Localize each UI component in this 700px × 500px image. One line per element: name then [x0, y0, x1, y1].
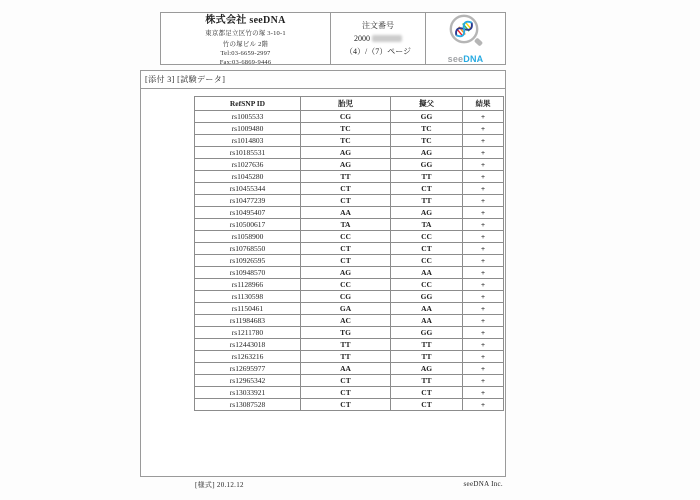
fetus-genotype-cell: TC — [301, 123, 391, 135]
header-refsnp-id: RefSNP ID — [195, 97, 301, 111]
father-genotype-cell: GG — [391, 159, 463, 171]
snp-id-cell: rs1027636 — [195, 159, 301, 171]
fetus-genotype-cell: AC — [301, 315, 391, 327]
snp-id-cell: rs1128966 — [195, 279, 301, 291]
snp-id-cell: rs1058900 — [195, 231, 301, 243]
result-cell: + — [463, 363, 504, 375]
table-row — [195, 351, 504, 363]
result-cell: + — [463, 303, 504, 315]
table-row — [195, 231, 504, 243]
table-row — [195, 279, 504, 291]
fetus-genotype-cell: TT — [301, 351, 391, 363]
result-cell: + — [463, 339, 504, 351]
snp-id-cell: rs10926595 — [195, 255, 301, 267]
table-row — [195, 375, 504, 387]
header-alleged-father: 擬父 — [391, 97, 463, 111]
fetus-genotype-cell: GA — [301, 303, 391, 315]
result-cell: + — [463, 267, 504, 279]
fetus-genotype-cell: CG — [301, 111, 391, 123]
fetus-genotype-cell: CT — [301, 183, 391, 195]
snp-id-cell: rs10455344 — [195, 183, 301, 195]
snp-id-cell: rs1009480 — [195, 123, 301, 135]
table-row — [195, 327, 504, 339]
father-genotype-cell: GG — [391, 111, 463, 123]
snp-id-cell: rs1263216 — [195, 351, 301, 363]
snp-id-cell: rs10500617 — [195, 219, 301, 231]
table-row — [195, 135, 504, 147]
company-address-line2: 竹の塚ビル 2階 — [222, 41, 269, 48]
snp-id-cell: rs10495407 — [195, 207, 301, 219]
father-genotype-cell: CC — [391, 255, 463, 267]
footer-company-credit: seeDNA Inc. — [463, 480, 503, 488]
order-number-label: 注文番号 — [362, 21, 394, 30]
result-cell: + — [463, 207, 504, 219]
result-cell: + — [463, 279, 504, 291]
father-genotype-cell: AA — [391, 315, 463, 327]
father-genotype-cell: CT — [391, 183, 463, 195]
father-genotype-cell: TT — [391, 171, 463, 183]
result-cell: + — [463, 135, 504, 147]
table-row — [195, 255, 504, 267]
table-row — [195, 339, 504, 351]
company-info-box — [160, 12, 331, 65]
fetus-genotype-cell: TA — [301, 219, 391, 231]
snp-id-cell: rs1045280 — [195, 171, 301, 183]
father-genotype-cell: GG — [391, 291, 463, 303]
table-row — [195, 387, 504, 399]
table-header-row — [195, 97, 504, 111]
table-row — [195, 399, 504, 411]
father-genotype-cell: AG — [391, 207, 463, 219]
fetus-genotype-cell: AA — [301, 363, 391, 375]
table-row — [195, 243, 504, 255]
result-cell: + — [463, 315, 504, 327]
magnifier-dna-icon — [443, 13, 489, 55]
header-fetus: 胎児 — [301, 97, 391, 111]
result-cell: + — [463, 147, 504, 159]
snp-id-cell: rs1130598 — [195, 291, 301, 303]
logo-text — [448, 54, 484, 64]
result-cell: + — [463, 159, 504, 171]
father-genotype-cell: AA — [391, 267, 463, 279]
snp-table — [194, 96, 504, 411]
result-cell: + — [463, 387, 504, 399]
fetus-genotype-cell: AG — [301, 147, 391, 159]
father-genotype-cell: GG — [391, 327, 463, 339]
result-cell: + — [463, 183, 504, 195]
table-row — [195, 171, 504, 183]
order-number-redacted — [372, 35, 402, 42]
fetus-genotype-cell: AA — [301, 207, 391, 219]
order-number-prefix: 2000 — [354, 34, 370, 43]
table-row — [195, 159, 504, 171]
order-info-box — [330, 12, 426, 65]
result-cell: + — [463, 255, 504, 267]
father-genotype-cell: CT — [391, 399, 463, 411]
snp-id-cell: rs12443018 — [195, 339, 301, 351]
fetus-genotype-cell: CT — [301, 195, 391, 207]
fetus-genotype-cell: TG — [301, 327, 391, 339]
snp-id-cell: rs13087528 — [195, 399, 301, 411]
father-genotype-cell: TC — [391, 135, 463, 147]
father-genotype-cell: CT — [391, 387, 463, 399]
snp-id-cell: rs10477239 — [195, 195, 301, 207]
fetus-genotype-cell: CT — [301, 375, 391, 387]
logo-box — [425, 12, 506, 65]
fetus-genotype-cell: CT — [301, 399, 391, 411]
fetus-genotype-cell: CC — [301, 231, 391, 243]
table-row — [195, 111, 504, 123]
snp-id-cell: rs12695977 — [195, 363, 301, 375]
father-genotype-cell: TA — [391, 219, 463, 231]
company-tel: Tel:03-6659-2997 — [220, 50, 271, 57]
father-genotype-cell: TT — [391, 195, 463, 207]
father-genotype-cell: AG — [391, 363, 463, 375]
father-genotype-cell: AG — [391, 147, 463, 159]
table-row — [195, 195, 504, 207]
result-cell: + — [463, 291, 504, 303]
table-row — [195, 363, 504, 375]
snp-id-cell: rs12965342 — [195, 375, 301, 387]
snp-table-body — [195, 111, 504, 411]
result-cell: + — [463, 231, 504, 243]
result-cell: + — [463, 219, 504, 231]
table-row — [195, 315, 504, 327]
fetus-genotype-cell: TT — [301, 171, 391, 183]
logo-text-see: see — [447, 54, 464, 64]
fetus-genotype-cell: TT — [301, 339, 391, 351]
table-row — [195, 123, 504, 135]
fetus-genotype-cell: CT — [301, 255, 391, 267]
table-row — [195, 303, 504, 315]
father-genotype-cell: TT — [391, 351, 463, 363]
father-genotype-cell: CC — [391, 231, 463, 243]
snp-id-cell: rs10948570 — [195, 267, 301, 279]
attachment-label: [添付 3] [試験データ] — [141, 71, 505, 89]
table-row — [195, 183, 504, 195]
table-row — [195, 147, 504, 159]
snp-id-cell: rs11984683 — [195, 315, 301, 327]
company-address-line1: 東京都足立区竹の塚 3-10-1 — [205, 30, 286, 37]
result-cell: + — [463, 195, 504, 207]
fetus-genotype-cell: CC — [301, 279, 391, 291]
result-cell: + — [463, 243, 504, 255]
fetus-genotype-cell: CG — [301, 291, 391, 303]
table-row — [195, 207, 504, 219]
snp-id-cell: rs1150461 — [195, 303, 301, 315]
table-row — [195, 219, 504, 231]
result-cell: + — [463, 171, 504, 183]
father-genotype-cell: AA — [391, 303, 463, 315]
company-name: 株式会社 seeDNA — [205, 15, 286, 26]
snp-id-cell: rs1005533 — [195, 111, 301, 123]
fetus-genotype-cell: TC — [301, 135, 391, 147]
father-genotype-cell: CT — [391, 243, 463, 255]
fetus-genotype-cell: AG — [301, 159, 391, 171]
snp-id-cell: rs10768550 — [195, 243, 301, 255]
father-genotype-cell: CC — [391, 279, 463, 291]
snp-id-cell: rs10185531 — [195, 147, 301, 159]
table-row — [195, 291, 504, 303]
order-page-indicator: （4）/（7）ページ — [344, 47, 412, 56]
result-cell: + — [463, 351, 504, 363]
snp-id-cell: rs13033921 — [195, 387, 301, 399]
order-number-value — [354, 34, 402, 43]
father-genotype-cell: TC — [391, 123, 463, 135]
header-result: 結果 — [463, 97, 504, 111]
father-genotype-cell: TT — [391, 339, 463, 351]
table-row — [195, 267, 504, 279]
snp-id-cell: rs1014803 — [195, 135, 301, 147]
footer-form-version: [様式] 20.12.12 — [195, 481, 244, 489]
result-cell: + — [463, 399, 504, 411]
fetus-genotype-cell: AG — [301, 267, 391, 279]
snp-id-cell: rs1211780 — [195, 327, 301, 339]
result-cell: + — [463, 327, 504, 339]
result-cell: + — [463, 123, 504, 135]
result-cell: + — [463, 375, 504, 387]
fetus-genotype-cell: CT — [301, 243, 391, 255]
company-fax: Fax:03-6869-9446 — [219, 59, 272, 66]
logo-text-dna: DNA — [463, 54, 484, 64]
result-cell: + — [463, 111, 504, 123]
fetus-genotype-cell: CT — [301, 387, 391, 399]
father-genotype-cell: TT — [391, 375, 463, 387]
